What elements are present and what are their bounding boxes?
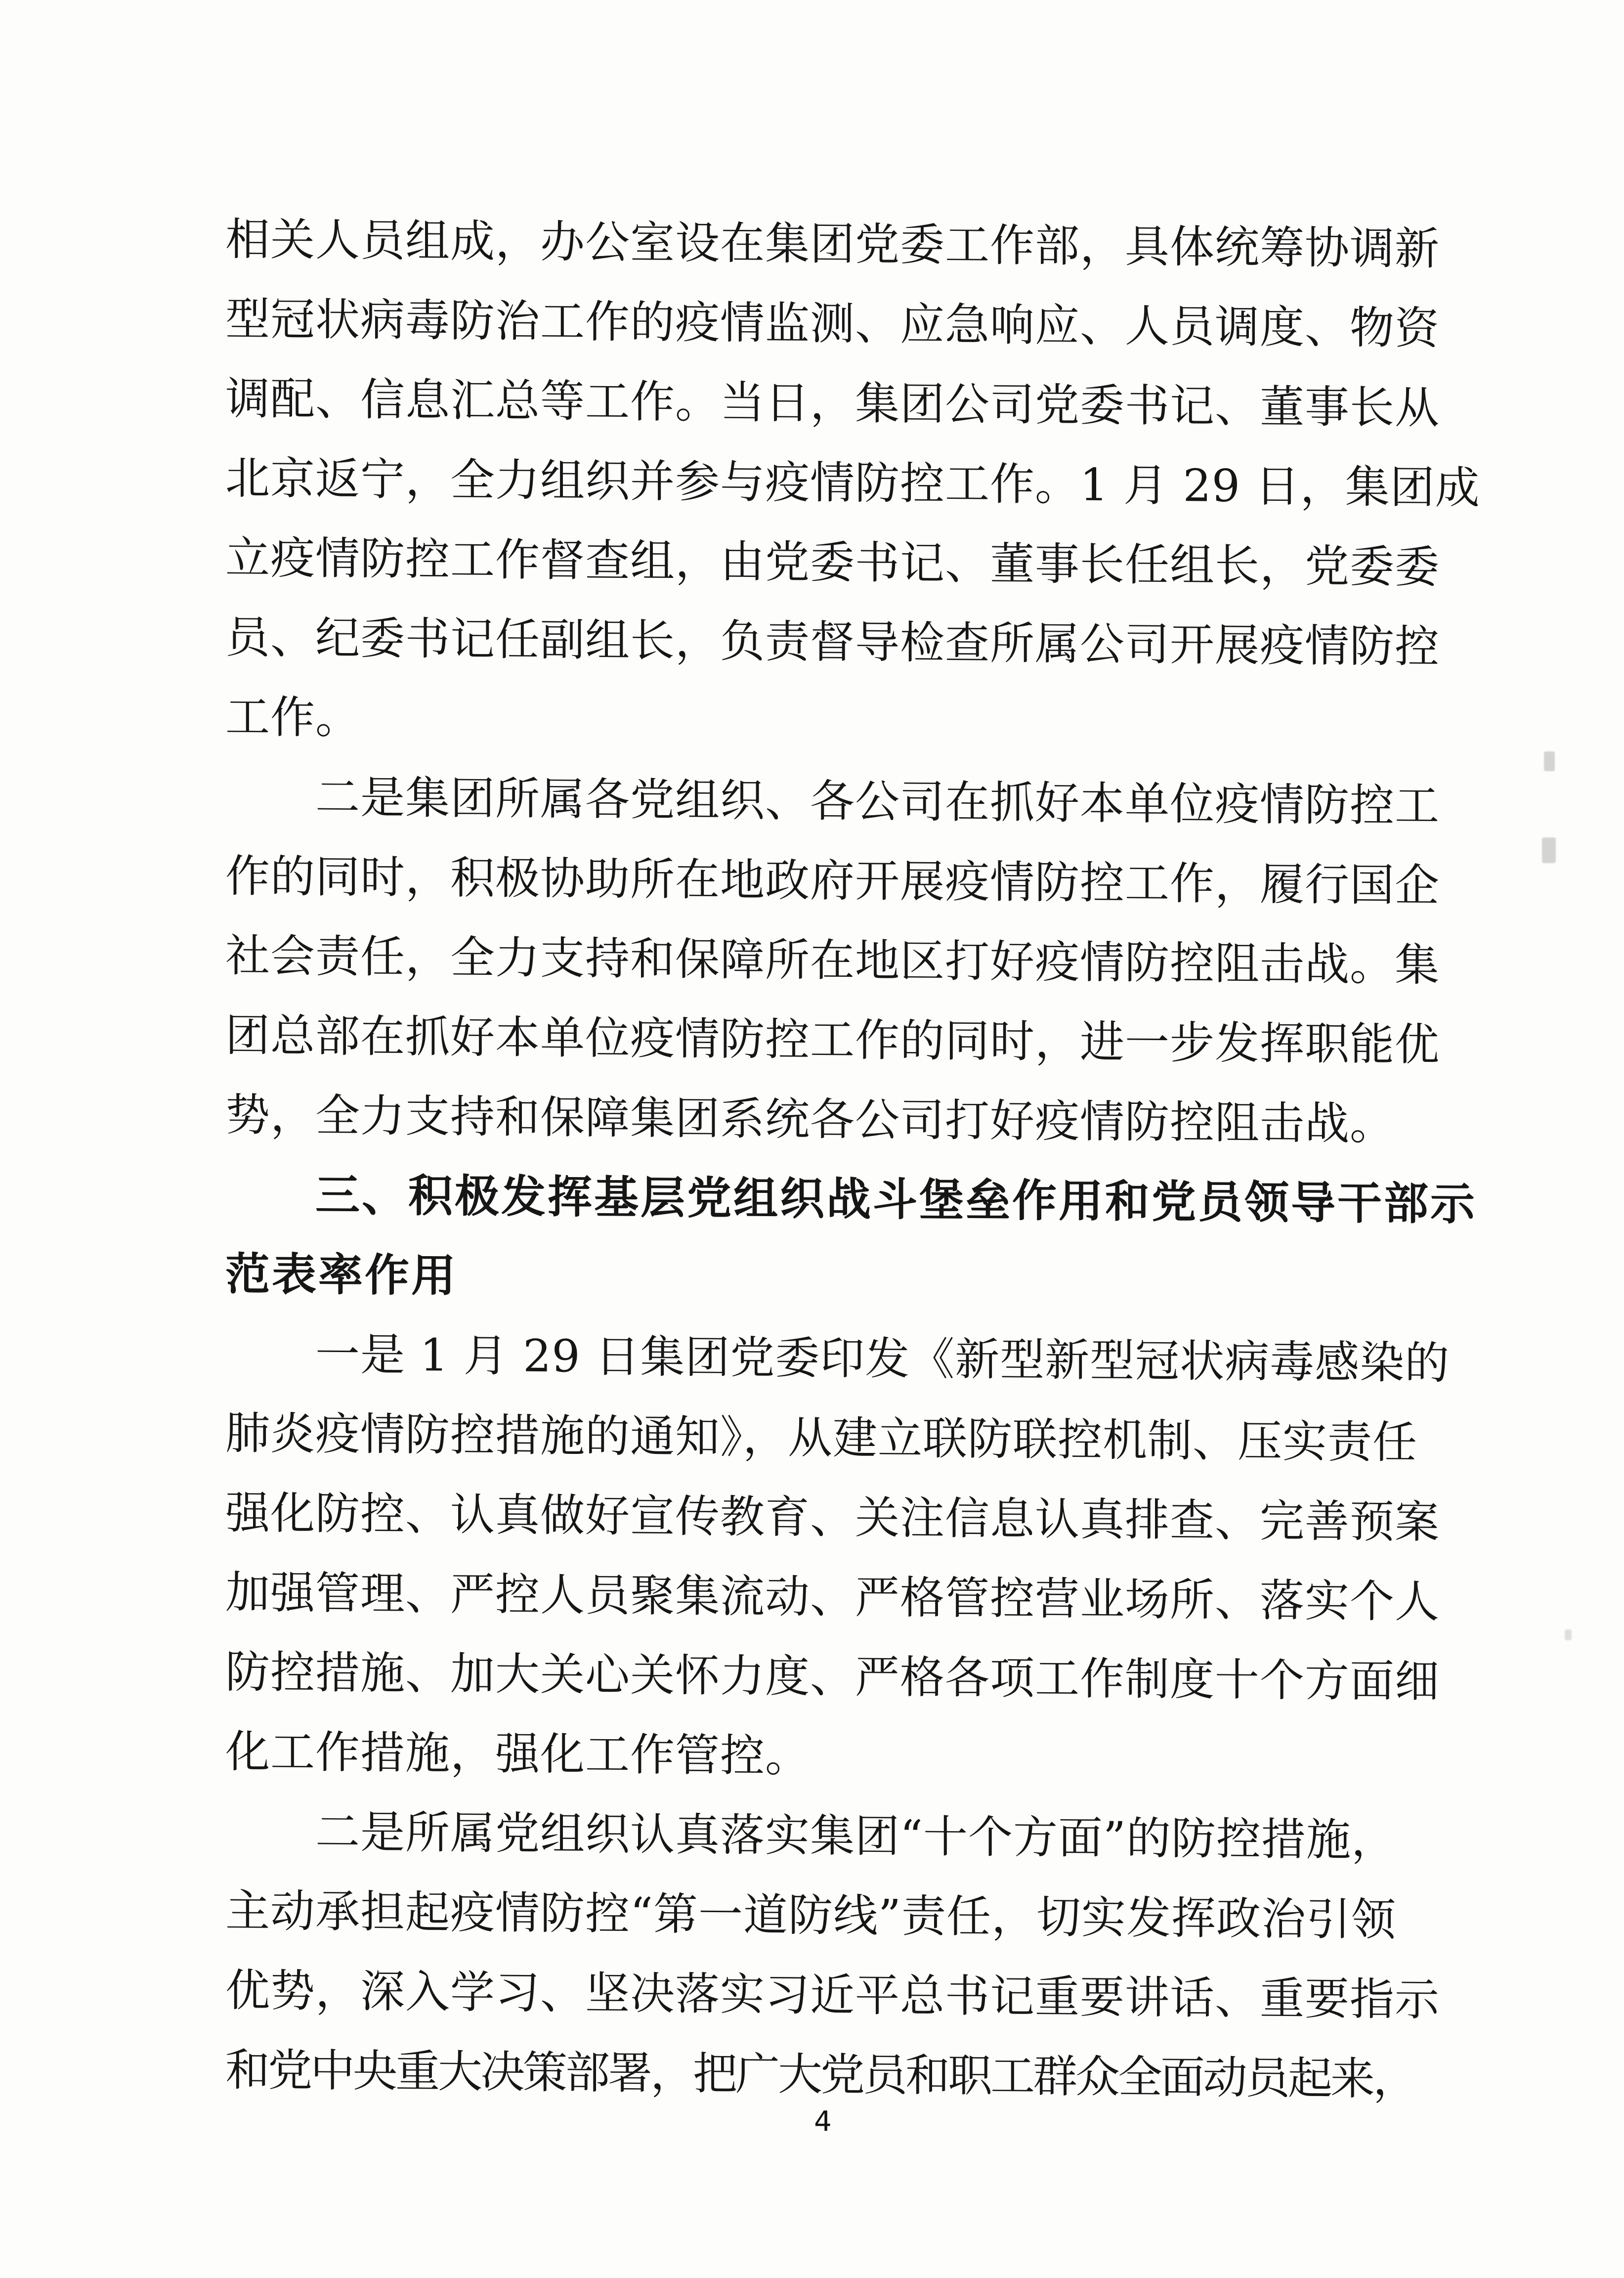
heading-line: 范表率作用 bbox=[225, 1248, 458, 1302]
text-line: 立疫情防控工作督查组，由党委书记、董事长任组长，党委委 bbox=[225, 532, 1440, 594]
text-line: 化工作措施，强化工作管控。 bbox=[225, 1726, 810, 1783]
page-number: 4 bbox=[814, 2105, 832, 2138]
document-body-text bbox=[225, 200, 1480, 2119]
text-line: 二是所属党组织认真落实集团“十个方面”的防控措施， bbox=[315, 1806, 1397, 1867]
text-line: 相关人员组成，办公室设在集团党委工作部，具体统筹协调新 bbox=[225, 214, 1440, 275]
scan-artifact bbox=[1565, 1629, 1572, 1640]
text-line: 强化防控、认真做好宣传教育、关注信息认真排查、完善预案 bbox=[225, 1487, 1440, 1549]
text-line: 员、纪委书记任副组长，负责督导检查所属公司开展疫情防控 bbox=[225, 612, 1440, 673]
text-line: 加强管理、严控人员聚集流动、严格管控营业场所、落实个人 bbox=[225, 1567, 1440, 1628]
text-line: 作的同时，积极协助所在地政府开展疫情防控工作，履行国企 bbox=[225, 850, 1440, 912]
text-line: 肺炎疫情防控措施的通知》，从建立联防联控机制、压实责任 bbox=[225, 1407, 1417, 1469]
heading-line: 三、积极发挥基层党组织战斗堡垒作用和党员领导干部示 bbox=[315, 1169, 1477, 1230]
text-line: 工作。 bbox=[225, 691, 360, 745]
scan-artifact bbox=[1544, 751, 1555, 771]
text-line: 团总部在抓好本单位疫情防控工作的同时，进一步发挥职能优 bbox=[225, 1009, 1440, 1071]
text-line: 和党中央重大决策部署，把广大党员和职工群众全面动员起来， bbox=[225, 2044, 1415, 2105]
text-line: 势，全力支持和保障集团系统各公司打好疫情防控阻击战。 bbox=[225, 1089, 1395, 1150]
text-line: 调配、信息汇总等工作。当日，集团公司党委书记、董事长从 bbox=[225, 373, 1440, 435]
text-line: 社会责任，全力支持和保障所在地区打好疫情防控阻击战。集 bbox=[225, 930, 1440, 992]
text-line: 一是 1 月 29 日集团党委印发《新型新型冠状病毒感染的 bbox=[315, 1328, 1450, 1390]
text-line: 北京返宁，全力组织并参与疫情防控工作。1 月 29 日，集团成 bbox=[225, 452, 1480, 514]
text-line: 主动承担起疫情防控“第一道防线”责任，切实发挥政治引领 bbox=[225, 1885, 1397, 1946]
text-line: 二是集团所属各党组织、各公司在抓好本单位疫情防控工 bbox=[315, 771, 1440, 832]
text-line: 优势，深入学习、坚决落实习近平总书记重要讲话、重要指示 bbox=[225, 1965, 1440, 2026]
scan-artifact bbox=[1542, 837, 1556, 863]
text-line: 防控措施、加大关心关怀力度、严格各项工作制度十个方面细 bbox=[225, 1646, 1440, 1708]
text-line: 型冠状病毒防治工作的疫情监测、应急响应、人员调度、物资 bbox=[225, 293, 1440, 355]
